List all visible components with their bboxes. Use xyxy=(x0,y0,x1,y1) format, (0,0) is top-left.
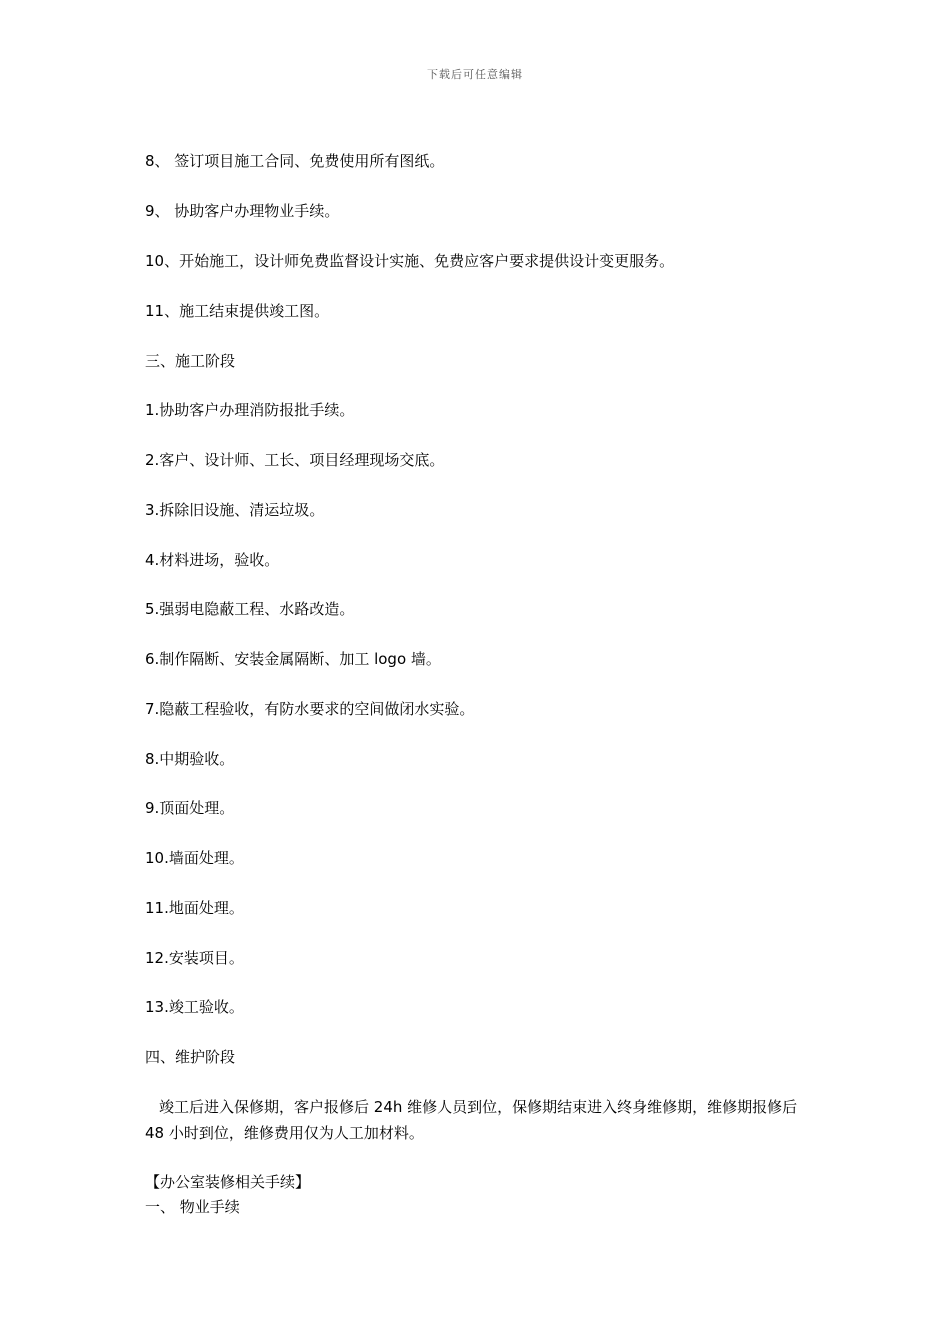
list-item: 10.墙面处理。 xyxy=(145,849,244,867)
list-item: 1.协助客户办理消防报批手续。 xyxy=(145,401,355,419)
list-item: 11、施工结束提供竣工图。 xyxy=(145,302,330,320)
list-item: 9.顶面处理。 xyxy=(145,799,235,817)
list-item: 4.材料进场，验收。 xyxy=(145,551,280,569)
section-title: 【办公室装修相关手续】 xyxy=(145,1173,311,1191)
list-item: 10、开始施工，设计师免费监督设计实施、免费应客户要求提供设计变更服务。 xyxy=(145,252,675,270)
section-heading: 四、维护阶段 xyxy=(145,1048,236,1066)
subsection-heading: 一、 物业手续 xyxy=(145,1198,240,1216)
maintenance-paragraph: 竣工后进入保修期，客户报修后 24h 维修人员到位，保修期结束进入终身维修期，维修期报修后 48 小时到位，维修费用仅为人工加材料。 xyxy=(145,1098,798,1142)
list-item: 3.拆除旧设施、清运垃圾。 xyxy=(145,501,325,519)
list-item: 7.隐蔽工程验收，有防水要求的空间做闭水实验。 xyxy=(145,700,475,718)
list-item: 8.中期验收。 xyxy=(145,750,235,768)
list-item: 2.客户、设计师、工长、项目经理现场交底。 xyxy=(145,451,445,469)
page-header: 下载后可任意编辑 xyxy=(427,68,523,81)
list-item: 6.制作隔断、安装金属隔断、加工 logo 墙。 xyxy=(145,650,441,668)
list-item: 11.地面处理。 xyxy=(145,899,244,917)
list-item: 12.安装项目。 xyxy=(145,949,244,967)
list-item: 5.强弱电隐蔽工程、水路改造。 xyxy=(145,600,355,618)
section-heading: 三、施工阶段 xyxy=(145,352,236,370)
list-item: 8、 签订项目施工合同、免费使用所有图纸。 xyxy=(145,152,445,170)
list-item: 13.竣工验收。 xyxy=(145,998,244,1016)
list-item: 9、 协助客户办理物业手续。 xyxy=(145,202,340,220)
